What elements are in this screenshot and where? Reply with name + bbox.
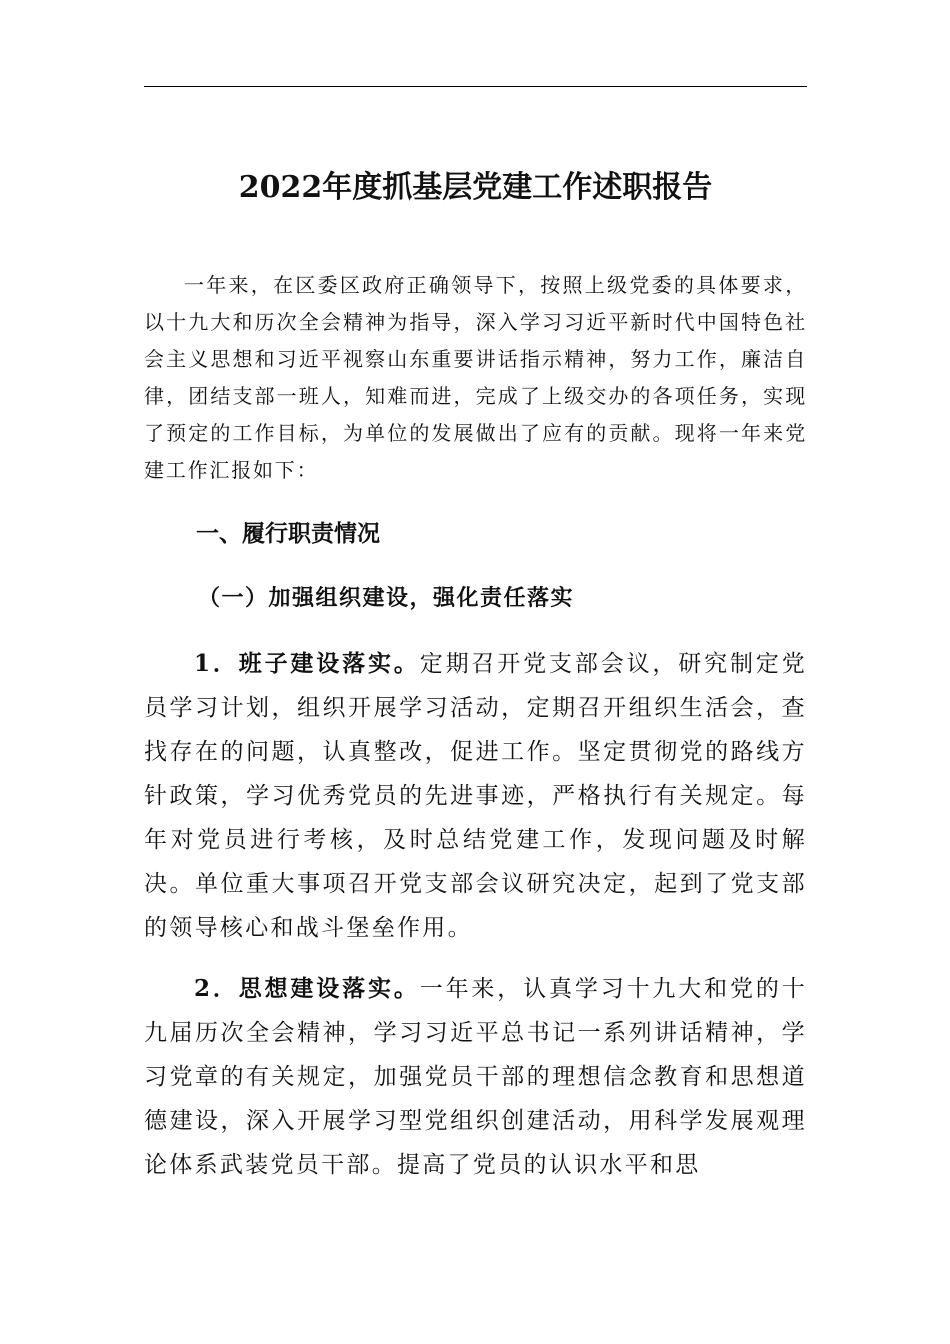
document-title: 2022年度抓基层党建工作述职报告 xyxy=(238,170,713,205)
item-paragraph-2 xyxy=(144,967,807,1187)
subsection-heading: （一）加强组织建设，强化责任落实 xyxy=(198,585,575,611)
item-1-lead: 1．班子建设落实。 xyxy=(194,650,420,677)
section-heading: 一、履行职责情况 xyxy=(196,521,380,547)
item-2-lead: 2．思想建设落实。 xyxy=(194,975,420,1002)
item-1-body: 定期召开党支部会议，研究制定党员学习计划，组织开展学习活动，定期召开组织生活会，查找存在的问题，认真整改，促进工作。坚定贯彻党的路线方针政策，学习优秀党员的先进事迹，严格执行有关规定。每年对党员进行考核，及时总结党建工作，发现问题及时解决。单位重大事项召开党支部会议研究决定，起到了党支部的领导核心和战斗堡垒作用。 xyxy=(144,651,807,941)
item-paragraph-1 xyxy=(144,642,807,950)
intro-paragraph: 一年来，在区委区政府正确领导下，按照上级党委的具体要求，以十九大和历次全会精神为指导，深入学习习近平新时代中国特色社会主义思想和习近平视察山东重要讲话指示精神，努力工作，廉洁自律，团结支部一班人，知难而进，完成了上级交办的各项任务，实现了预定的工作目标，为单位的发展做出了应有的贡献。现将一年来党建工作汇报如下： xyxy=(144,273,807,482)
item-2-body: 一年来，认真学习十九大和党的十九届历次全会精神，学习习近平总书记一系列讲话精神，学习党章的有关规定，加强党员干部的理想信念教育和思想道德建设，深入开展学习型党组织创建活动，用科学发展观理论体系武装党员干部。提高了党员的认识水平和思 xyxy=(144,976,807,1178)
header-rule xyxy=(144,86,807,87)
